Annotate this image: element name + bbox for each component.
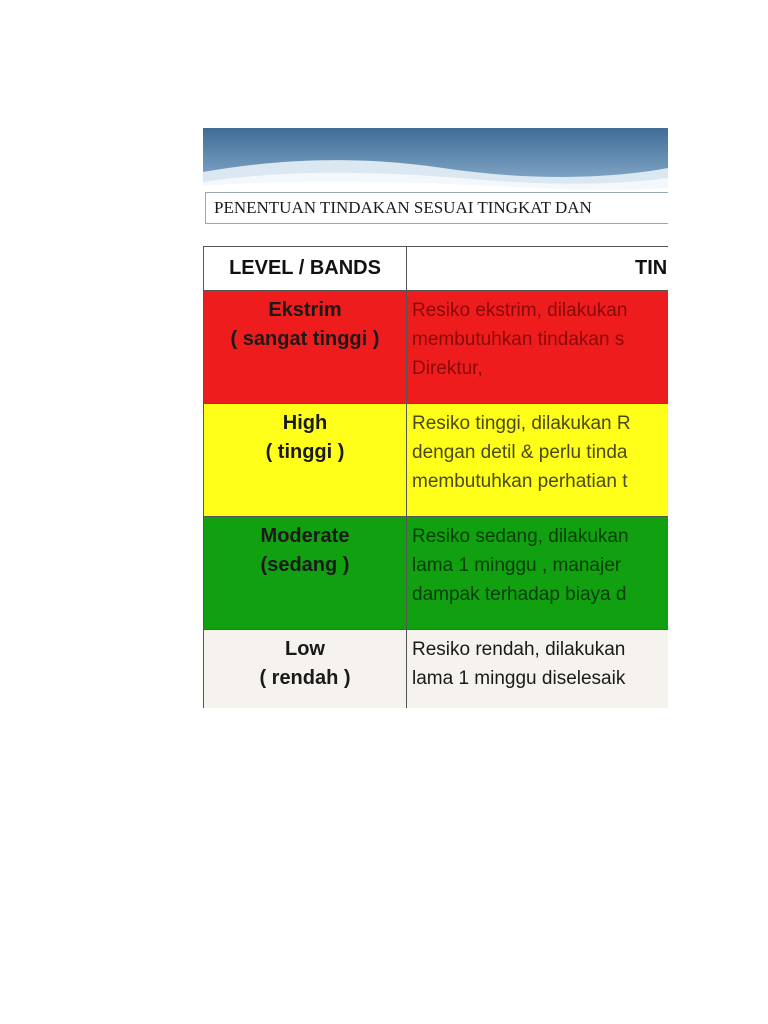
level-name: High: [282, 412, 328, 434]
header-action-label: TIN: [635, 257, 668, 279]
level-cell: [204, 630, 407, 709]
description-cell: [407, 404, 669, 517]
level-subtitle: ( rendah ): [259, 667, 351, 689]
level-cell: [204, 517, 407, 630]
description-line: lama 1 minggu , manajer: [412, 555, 622, 576]
description-line: dampak terhadap biaya d: [412, 584, 627, 605]
slide-banner: [203, 128, 668, 192]
description-cell: [407, 630, 669, 709]
risk-level-table: [203, 246, 668, 708]
description-line: lama 1 minggu diselesaik: [412, 668, 626, 689]
table-row: [204, 517, 669, 630]
level-subtitle: ( tinggi ): [265, 441, 345, 463]
level-name: Low: [285, 638, 325, 660]
description-line: Resiko tinggi, dilakukan R: [412, 413, 631, 434]
table-row: [204, 404, 669, 517]
level-cell: [204, 291, 407, 404]
description-line: membutuhkan perhatian t: [412, 471, 628, 492]
description-cell: [407, 517, 669, 630]
slide-title: PENENTUAN TINDAKAN SESUAI TINGKAT DAN: [214, 198, 592, 217]
level-name: Moderate: [260, 525, 350, 547]
level-cell: [204, 404, 407, 517]
table-header-row: [204, 247, 669, 291]
slide: [203, 128, 668, 708]
slide-title-box: [205, 192, 668, 224]
level-subtitle: (sedang ): [260, 554, 350, 576]
description-line: Resiko ekstrim, dilakukan: [412, 300, 628, 321]
level-subtitle: ( sangat tinggi ): [230, 328, 380, 350]
description-cell: [407, 291, 669, 404]
description-line: dengan detil & perlu tinda: [412, 442, 628, 463]
header-action: [407, 247, 669, 291]
header-level-bands: LEVEL / BANDS: [204, 247, 407, 291]
description-line: membutuhkan tindakan s: [412, 329, 625, 350]
description-line: Resiko sedang, dilakukan: [412, 526, 629, 547]
table-row: [204, 630, 669, 709]
description-line: Resiko rendah, dilakukan: [412, 639, 626, 660]
table-row: [204, 291, 669, 404]
level-name: Ekstrim: [268, 299, 342, 321]
description-line: Direktur,: [412, 358, 483, 379]
